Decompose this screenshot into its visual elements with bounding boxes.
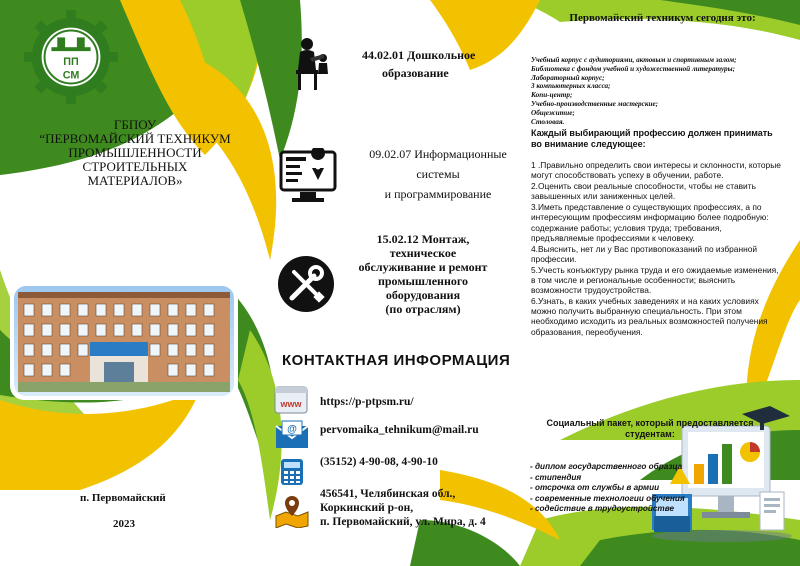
program-it-line1: 09.02.07 Информационные <box>369 147 507 161</box>
computer-monitor-icon <box>278 148 338 206</box>
building-photo <box>10 282 238 400</box>
social-item: - современные технологии обучения <box>530 493 685 503</box>
requirement-item: 6.Узнать, в каких учебных заведениях и на каких условиях можно получить выбранную специальность. При этом необходимо исходить из реальных возможностей получения образования, переобучения. <box>531 296 768 337</box>
social-item: - содействие в трудоустройстве <box>530 504 674 514</box>
website-link[interactable]: https://p-ptpsm.ru/ <box>320 396 414 408</box>
facility-item: Учебный корпус с аудиториями, актовым и спортивным залом; <box>531 56 737 64</box>
map-location-icon <box>274 494 310 528</box>
program-maintenance-line: 15.02.12 Монтаж, <box>376 232 470 246</box>
svg-text:@: @ <box>287 424 297 435</box>
org-title-line: МАТЕРИАЛОВ» <box>87 173 183 188</box>
logo-text-bottom: СМ <box>62 69 80 82</box>
social-package-list <box>530 462 730 515</box>
org-title-line: СТРОИТЕЛЬНЫХ <box>82 159 188 174</box>
program-maintenance-line: техническое <box>389 246 457 260</box>
org-title-line: “ПЕРВОМАЙСКИЙ ТЕХНИКУМ <box>39 131 231 146</box>
address-line: 456541, Челябинская обл., <box>320 488 456 500</box>
org-title <box>20 118 250 188</box>
program-preschool-title: 44.02.01 Дошкольное <box>362 48 476 62</box>
college-logo <box>22 8 120 106</box>
www-label: www <box>280 399 302 409</box>
facility-item: Копи-центр; <box>531 91 573 100</box>
city: п. Первомайский <box>80 492 166 504</box>
year: 2023 <box>113 518 135 530</box>
right-panel-title: Первомайский техникум сегодня это: <box>569 12 756 24</box>
facility-item: Учебно-производственные мастерские; <box>531 99 659 108</box>
requirement-item: 2.Оценить свои реальные способности, чтобы не ставить завышенных или заниженных целей. <box>531 181 756 202</box>
program-maintenance <box>328 232 518 316</box>
facility-item: Столовая. <box>531 117 565 126</box>
email-icon <box>274 420 310 452</box>
address-line: Коркинский р-он, <box>320 502 414 514</box>
teacher-reading-icon <box>290 36 336 92</box>
facility-item: 3 компьютерных класса; <box>531 82 611 91</box>
requirement-item: 4.Выяснить, нет ли у Вас противопоказаний по избранной профессии. <box>531 243 758 264</box>
requirement-item: 3.Иметь представление о существующих профессиях, а по интересующим профессиям информацию более подробную: содержание работы; условия труда; требования, предъявляемые профессиями к человеку. <box>531 202 769 243</box>
facility-item: Общежитие; <box>531 108 575 117</box>
program-preschool-rest: образование <box>382 66 449 80</box>
program-maintenance-line: промышленного <box>377 274 469 288</box>
facility-item: Лабораторный корпус; <box>531 73 605 82</box>
website-icon <box>274 386 308 416</box>
address-line: п. Первомайский, ул. Мира, д. 4 <box>320 516 486 528</box>
social-item: - диплом государственного образца <box>530 462 683 471</box>
requirement-item: 1 .Правильно определить свои интересы и склонности, которые могут способствовать успеху в обучении, работе. <box>531 160 781 181</box>
requirements-list <box>531 160 781 338</box>
program-it-line2: системы <box>416 167 460 181</box>
program-it <box>348 144 528 204</box>
phone-number: (35152) 4-90-08, 4-90-10 <box>320 456 438 468</box>
program-maintenance-line: оборудования <box>385 288 461 302</box>
wrench-screwdriver-icon <box>276 254 336 314</box>
contact-title: КОНТАКТНАЯ ИНФОРМАЦИЯ <box>282 352 511 369</box>
org-title-line: ГБПОУ <box>113 117 157 132</box>
requirement-item: 5.Учесть конъюктуру рынка труда и его ожидаемые изменения, в том числе и региональные особенности; выяснить возможности трудоустройства. <box>531 264 779 296</box>
address <box>320 487 486 529</box>
facilities-list <box>531 56 781 126</box>
social-item: - стипендия <box>530 472 582 482</box>
program-preschool <box>362 46 522 82</box>
email-link[interactable]: pervomaika_tehnikum@mail.ru <box>320 424 479 436</box>
program-maintenance-line: (по отраслям) <box>385 302 461 316</box>
facility-item: Библиотека с фондом учебной и художественной литературы; <box>531 64 736 73</box>
social-item: - отсрочка от службы в армии <box>530 483 660 493</box>
requirements-title: Каждый выбирающий профессию должен принимать во внимание следующее: <box>531 128 773 149</box>
program-maintenance-line: обслуживание и ремонт <box>358 260 488 274</box>
social-package-title: Социальный пакет, который предоставляется студентам: <box>546 418 754 439</box>
program-it-line3: и программирование <box>384 187 492 201</box>
logo-text-top: ПП <box>63 55 79 68</box>
phone-icon <box>280 458 304 486</box>
org-title-line: ПРОМЫШЛЕННОСТИ <box>68 145 202 160</box>
